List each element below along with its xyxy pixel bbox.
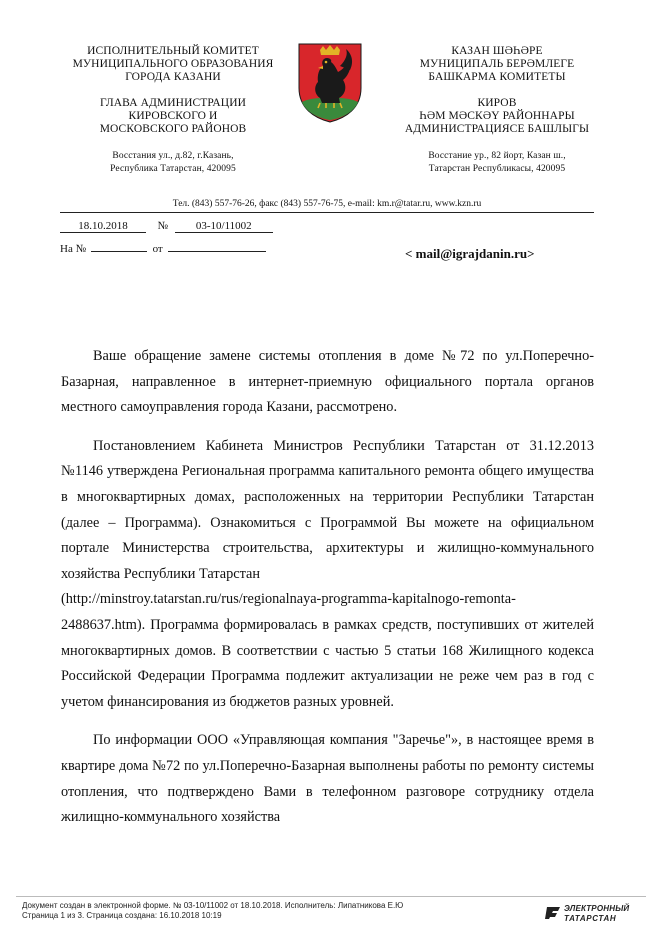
- paragraph-2-part1: Постановлением Кабинета Министров Республики Татарстан от 31.12.2013 №1146 утверждена Региональная программа капитального ремонта общего имущества в многоквартирных домах, расположенных на территории Республики Татарстан (далее – Программа). Ознакомиться с Программой Вы можете на официальном портале Министерства строительства, архитектуры и жилищно-коммунального хозяйства Республики Татарстан: [61, 437, 594, 582]
- letter-body: [61, 344, 594, 844]
- header-right-address: [382, 150, 612, 176]
- header-divider: [60, 212, 594, 213]
- contacts-line: Тел. (843) 557-76-26, факс (843) 557-76-75, e-mail: km.r@tatar.ru, www.kzn.ru: [172, 199, 482, 209]
- header-right-line6: АДМИНИСТРАЦИЯСЕ БАШЛЫГЫ: [404, 123, 590, 135]
- header-right: [382, 45, 612, 176]
- registration-number-label: №: [157, 220, 168, 232]
- header-left-address: [58, 150, 288, 176]
- electronic-tatarstan-logo-icon: [544, 904, 562, 922]
- paragraph-2-part2: (http://minstroy.tatarstan.ru/rus/regionalnaya-programma-kapitalnogo-remonta-2488637.htm). Программа формировалась в рамках средств, поступивших от жителей многоквартирных домов. В соответствии с частью 5 статьи 168 Жилищного кодекса Российской Федерации Программа подлежит актуализации не реже чем раз в год с учетом финансирования из бюджетов разных уровней.: [61, 591, 594, 710]
- registration-date: 18.10.2018: [60, 220, 146, 233]
- reference-date: [168, 251, 266, 252]
- registration-number: 03-10/11002: [175, 220, 273, 233]
- header-left-addr2: Республика Татарстан, 420095: [110, 164, 236, 174]
- header-left-addr1: Восстания ул., д.82, г.Казань,: [112, 151, 234, 161]
- header-left-line4: ГЛАВА АДМИНИСТРАЦИИ: [99, 97, 247, 109]
- reference-number: [91, 251, 147, 252]
- header-left-line5: КИРОВСКОГО И: [128, 110, 218, 122]
- reference-from-label: от: [152, 243, 163, 255]
- header-right-addr1: Восстание ур., 82 йорт, Казан ш.,: [428, 151, 566, 161]
- paragraph-3: По информации ООО «Управляющая компания "Заречье"», в настоящее время в квартире дома №72 по ул.Поперечно-Базарная выполнены работы по ремонту системы отопления, что подтверждено Вами в телефонном разговоре сотруднику отдела жилищно-коммунального хозяйства: [61, 732, 594, 826]
- reference-number-label: На №: [60, 243, 87, 255]
- header-right-line4: КИРОВ: [477, 97, 517, 109]
- header-right-line5: ҺӘМ МӘСКӘҮ РАЙОННАРЫ: [419, 110, 575, 122]
- header-right-line1: КАЗАН ШӘҺӘРЕ: [451, 45, 543, 57]
- registration-row: [60, 220, 273, 233]
- header-left-line6: МОСКОВСКОГО РАЙОНОВ: [99, 123, 247, 135]
- footer-line1: Документ создан в электронной форме. № 03-10/11002 от 18.10.2018. Исполнитель: Липатникова Е.Ю: [22, 901, 404, 910]
- footer-line2: Страница 1 из 3. Страница создана: 16.10.2018 10:19: [22, 911, 222, 920]
- header-left-line3: ГОРОДА КАЗАНИ: [125, 71, 221, 83]
- paragraph-2: [61, 434, 594, 716]
- header-right-addr2: Татарстан Республикасы, 420095: [428, 164, 566, 174]
- header-right-line3: БАШКАРМА КОМИТЕТЫ: [428, 71, 566, 83]
- header-left-line2: МУНИЦИПАЛЬНОГО ОБРАЗОВАНИЯ: [72, 58, 274, 70]
- brand-line1: ЭЛЕКТРОННЫЙ: [564, 904, 630, 913]
- paragraph-1: Ваше обращение замене системы отопления в доме №72 по ул.Поперечно-Базарная, направленное в интернет-приемную официального портала органов местного самоуправления города Казани, рассмотрено.: [61, 348, 594, 416]
- kazan-coat-of-arms-icon: [296, 42, 364, 124]
- recipient-email: < mail@igrajdanin.ru>: [405, 246, 535, 261]
- header-right-line2: МУНИЦИПАЛЬ БЕРӘМЛЕГЕ: [419, 58, 575, 70]
- reference-row: [60, 243, 266, 255]
- footer-divider: [16, 896, 646, 897]
- header-left-line1: ИСПОЛНИТЕЛЬНЫЙ КОМИТЕТ: [87, 45, 259, 57]
- brand-line2: ТАТАРСТАН: [564, 914, 617, 923]
- electronic-tatarstan-logo: [544, 902, 640, 924]
- footer: [22, 901, 403, 921]
- header-left: [58, 45, 288, 176]
